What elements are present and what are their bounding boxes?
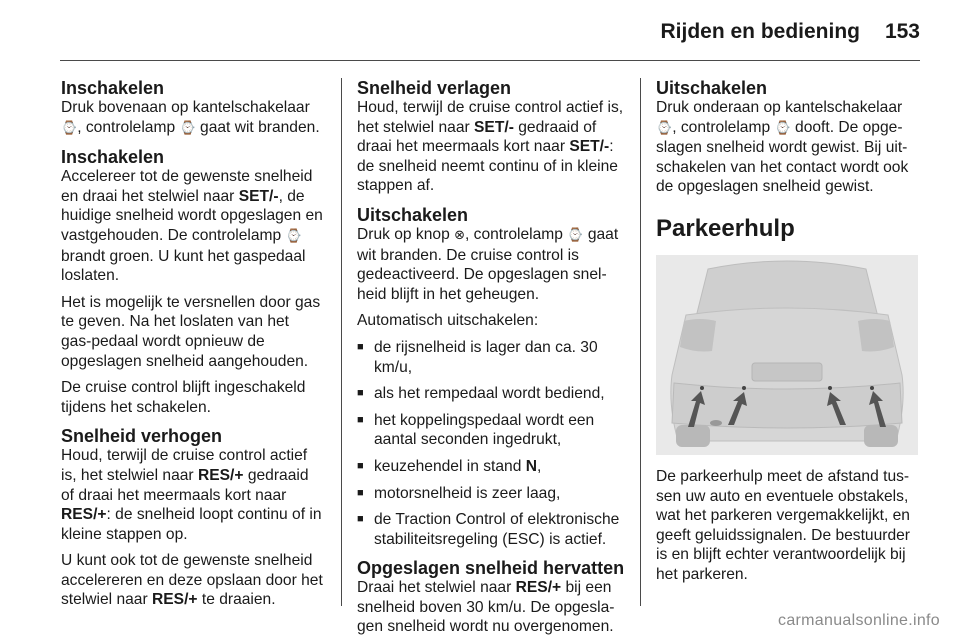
heading-uitschakelen: Uitschakelen bbox=[656, 78, 768, 98]
paragraph bbox=[357, 578, 625, 637]
column-divider-1 bbox=[341, 78, 342, 606]
car-rear-illustration bbox=[656, 255, 918, 455]
auto-off-list bbox=[357, 338, 625, 549]
heading-parkeerhulp: Parkeerhulp bbox=[656, 214, 795, 242]
column-2 bbox=[357, 78, 625, 644]
text: U kunt ook tot de gewenste snelheid accelereren en deze opslaan door het stelwiel naar bbox=[61, 552, 323, 609]
paragraph: Automatisch uitschakelen: bbox=[357, 312, 539, 330]
text: keuzehendel in stand bbox=[374, 457, 522, 475]
cruise-control-icon: ⌚ bbox=[285, 228, 302, 244]
paragraph bbox=[61, 446, 323, 544]
column-divider-2 bbox=[640, 78, 641, 606]
text-bold: RES/+ bbox=[152, 591, 198, 609]
column-3 bbox=[656, 78, 920, 592]
wheel-right bbox=[864, 425, 898, 447]
cruise-cancel-icon: ⊗ bbox=[454, 227, 465, 243]
text: gedraaid of draai het meermaals kort naar bbox=[61, 466, 309, 504]
tail-light-left bbox=[680, 319, 716, 352]
text-bold: RES/+ bbox=[515, 579, 562, 597]
text: , de huidige snelheid wordt opgeslagen en vastgehouden. De controlelamp bbox=[61, 187, 323, 244]
text: gedraaid of draai het meermaals kort naar bbox=[357, 118, 597, 156]
cruise-control-icon: ⌚ bbox=[656, 120, 673, 136]
paragraph bbox=[357, 225, 625, 304]
heading-inschakelen: Inschakelen bbox=[61, 78, 165, 98]
sensor-dot bbox=[700, 386, 704, 390]
list-item: ■ het koppelingspedaal wordt een aantal seconden ingedrukt, bbox=[357, 411, 625, 450]
page-number: 153 bbox=[884, 20, 920, 43]
text-bold: N bbox=[525, 457, 537, 475]
text: te draaien. bbox=[201, 591, 276, 609]
cruise-control-icon: ⌚ bbox=[179, 120, 196, 136]
list-item bbox=[357, 457, 625, 477]
text: Accelereer tot de gewenste snelheid en draai het stelwiel naar bbox=[61, 168, 313, 205]
text: Draai het stelwiel naar bbox=[357, 579, 512, 597]
text: : de snelheid neemt continu of in kleine stappen af. bbox=[357, 138, 618, 195]
cruise-control-icon: ⌚ bbox=[774, 120, 791, 136]
wheel-left bbox=[676, 425, 710, 447]
text: gaat wit branden. De cruise control is gedeactiveerd. De opgeslagen snel-heid blijft in het geheugen. bbox=[357, 225, 619, 303]
list-item: ■ de rijsnelheid is lager dan ca. 30 km/u, bbox=[357, 338, 625, 377]
heading-inschakelen: Inschakelen bbox=[61, 147, 165, 168]
text: , controlelamp bbox=[465, 225, 563, 243]
sensor-dot bbox=[870, 386, 874, 390]
heading-snelheid-hervatten: Opgeslagen snelheid hervatten bbox=[357, 558, 625, 579]
text: : de snelheid loopt continu of in kleine stappen op. bbox=[61, 506, 322, 543]
text: bij een snelheid boven 30 km/u. De opgesla-gen snelheid wordt nu overgenomen. bbox=[357, 579, 615, 636]
text: Houd, terwijl de cruise control actief is, het stelwiel naar bbox=[61, 447, 308, 484]
text: Druk op knop bbox=[357, 225, 450, 243]
paragraph bbox=[656, 98, 920, 197]
text: , bbox=[537, 457, 542, 475]
cruise-control-icon: ⌚ bbox=[61, 120, 78, 136]
text: , controlelamp bbox=[77, 118, 176, 136]
heading-snelheid-verhogen: Snelheid verhogen bbox=[61, 426, 223, 447]
cruise-control-icon: ⌚ bbox=[567, 227, 584, 243]
text: brandt groen. U kunt het gaspedaal loslaten. bbox=[61, 247, 306, 285]
heading-uitschakelen: Uitschakelen bbox=[357, 204, 469, 225]
text: gaat wit branden. bbox=[200, 118, 320, 136]
paragraph bbox=[61, 551, 323, 610]
text: dooft. De opge-slagen snelheid wordt gewist. Bij uit-schakelen van het contact wordt ook de opgeslagen snelheid gewist. bbox=[656, 118, 909, 196]
paragraph: De parkeerhulp meet de afstand tus-sen uw auto en eventuele obstakels, wat het parkeren vergemakkelijkt, en geeft geluidssignalen. De bestuurder is en blijft echter verantwoordelijk bij het parkeren. bbox=[656, 467, 910, 583]
text: Druk onderaan op kantelschakelaar bbox=[656, 99, 903, 116]
text-bold: SET/- bbox=[569, 138, 610, 156]
text-bold: RES/+ bbox=[197, 466, 244, 484]
text-bold: SET/- bbox=[474, 118, 514, 136]
license-plate-shape bbox=[752, 363, 822, 381]
sensor-dot bbox=[828, 386, 832, 390]
list-item: ■ als het rempedaal wordt bediend, bbox=[357, 384, 625, 404]
text: Druk bovenaan op kantelschakelaar bbox=[61, 99, 310, 116]
car-rear-svg bbox=[656, 255, 918, 455]
list-item: ■ de Traction Control of elektronische stabiliteitsregeling (ESC) is actief. bbox=[357, 510, 625, 549]
tail-light-right bbox=[858, 319, 894, 352]
sensor-dot bbox=[742, 386, 746, 390]
paragraph bbox=[61, 167, 323, 286]
column-1 bbox=[61, 78, 323, 617]
paragraph: De cruise control blijft ingeschakeld tijdens het schakelen. bbox=[61, 379, 306, 416]
watermark: carmanualsonline.info bbox=[778, 612, 940, 629]
exhaust-pipe bbox=[710, 420, 722, 426]
list-item: ■ motorsnelheid is zeer laag, bbox=[357, 484, 625, 504]
paragraph bbox=[61, 98, 323, 138]
rear-bumper-shape bbox=[672, 383, 902, 428]
text: Houd, terwijl de cruise control actief is, het stelwiel naar bbox=[357, 99, 624, 136]
paragraph: Het is mogelijk te versnellen door gas te geven. Na het loslaten van het gas-pedaal wordt opnieuw de opgeslagen snelheid aangehouden. bbox=[61, 293, 321, 370]
text-bold: RES/+ bbox=[61, 506, 107, 524]
heading-snelheid-verlagen: Snelheid verlagen bbox=[357, 78, 512, 98]
paragraph bbox=[357, 98, 625, 196]
header-title: Rijden en bediening bbox=[660, 20, 860, 43]
header-rule bbox=[60, 60, 920, 61]
text: , controlelamp bbox=[672, 118, 771, 136]
text-bold: SET/- bbox=[238, 187, 279, 205]
